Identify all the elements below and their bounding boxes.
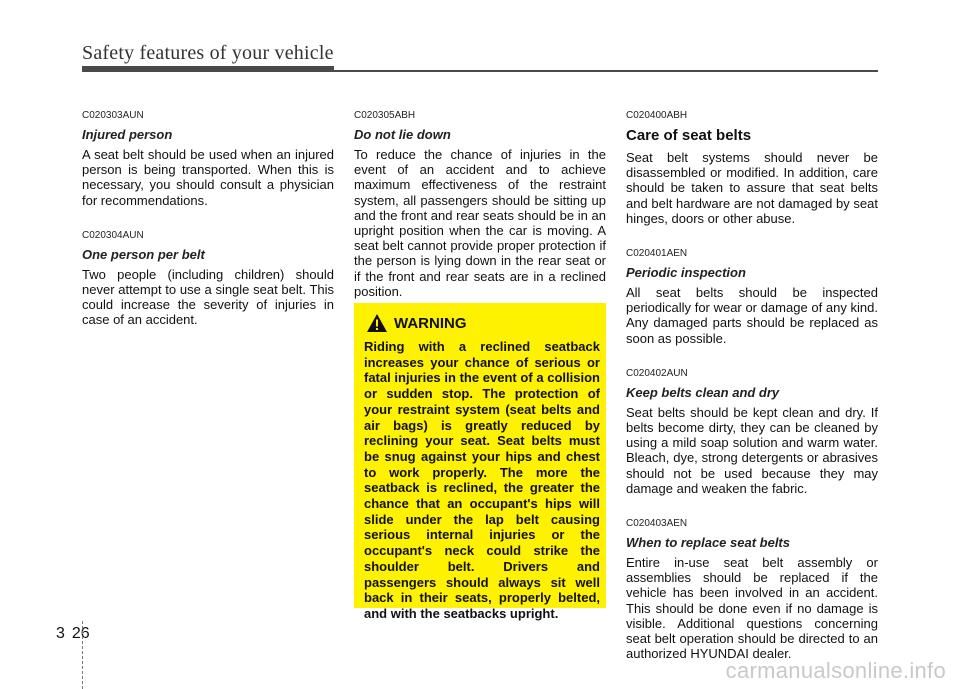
section-title: Keep belts clean and dry — [626, 384, 780, 400]
section-title: Periodic inspection — [626, 265, 746, 281]
section-body: Entire in-use seat belt assembly or assemblies should be replaced if the vehicle has been involved in an accident. This should be done even if no damage is visible. Additional questions concerning seat belt operation should be directed to an authorized HYUNDAI dealer. — [626, 555, 878, 662]
section-body: To reduce the chance of injuries in the event of an accident and to achieve maximum effectiveness of the restraint system, all passengers should be sitting up and the front and rear seats should be in an upright position when the car is moving. A seat belt cannot provide proper protection if the person is lying down in the rear seat or if the front and rear seats are in a reclined position. — [354, 147, 606, 299]
warning-text: Riding with a reclined seatback increases your chance of serious or fatal injuries in the event of a collision or sudden stop. The protection of your restraint system (seat belts and air bags) is greatly reduced by reclining your seat. Seat belts must be snug against your hips and chest to work properly. The more the seatback is reclined, the greater the chance that an occupant's hips will slide under the lap belt causing serious internal injuries or the occupant's neck could strike the shoulder belt. Drivers and passengers should always sit well back in their seats, properly belted, and with the seatbacks upright. — [364, 339, 600, 621]
column-middle — [354, 110, 606, 299]
section-care-of-seat-belts — [626, 110, 878, 226]
page-index: 26 — [71, 625, 90, 642]
warning-title: WARNING — [394, 314, 467, 332]
section-title: When to replace seat belts — [626, 535, 790, 551]
warning-box — [354, 303, 606, 621]
section-do-not-lie-down — [354, 110, 606, 299]
section-body: A seat belt should be used when an injured person is being transported. When this is necessary, you should consult a physician for recommendations. — [82, 147, 334, 208]
header-rule-thick — [82, 66, 334, 72]
section-heading: Care of seat belts — [626, 127, 752, 144]
section-code: C020305ABH — [354, 110, 416, 121]
column-right — [626, 110, 878, 661]
section-code: C020303AUN — [82, 110, 144, 121]
section-one-person-per-belt — [82, 230, 334, 328]
section-code: C020304AUN — [82, 229, 144, 241]
section-when-to-replace — [626, 518, 878, 661]
section-injured-person — [82, 110, 334, 208]
section-title: Do not lie down — [354, 127, 451, 142]
page-header-title: Safety features of your vehicle — [82, 42, 334, 64]
header-rule-thin — [334, 70, 878, 72]
section-code: C020400ABH — [626, 110, 688, 121]
section-body: All seat belts should be inspected periodically for wear or damage of any kind. Any damaged parts should be replaced as soon as possible. — [626, 285, 878, 346]
section-body: Seat belts should be kept clean and dry. If belts become dirty, they can be cleaned by using a mild soap solution and warm water. Bleach, dye, strong detergents or abrasives should not be used because they may damage and weaken the fabric. — [626, 404, 878, 496]
warning-triangle-icon — [366, 313, 388, 333]
section-code: C020402AUN — [626, 367, 688, 379]
section-keep-belts-clean — [626, 368, 878, 496]
section-periodic-inspection — [626, 248, 878, 346]
section-body: Two people (including children) should never attempt to use a single seat belt. This could increase the severity of injuries in case of an accident. — [82, 266, 334, 328]
footer-divider — [82, 621, 83, 689]
page-number — [56, 625, 90, 643]
section-title: Injured person — [82, 127, 173, 142]
section-code: C020401AEN — [626, 248, 688, 260]
section-body: Seat belt systems should never be disassembled or modified. In addition, care should be taken to assure that seat belts and belt hardware are not damaged by seat hinges, doors or other abuse. — [626, 150, 878, 226]
section-title: One person per belt — [82, 246, 205, 262]
column-left — [82, 110, 334, 328]
watermark-text: carmanualsonline.info — [725, 658, 946, 683]
section-code: C020403AEN — [626, 518, 688, 530]
chapter-number: 3 — [56, 625, 65, 642]
warning-title-row — [366, 313, 600, 333]
